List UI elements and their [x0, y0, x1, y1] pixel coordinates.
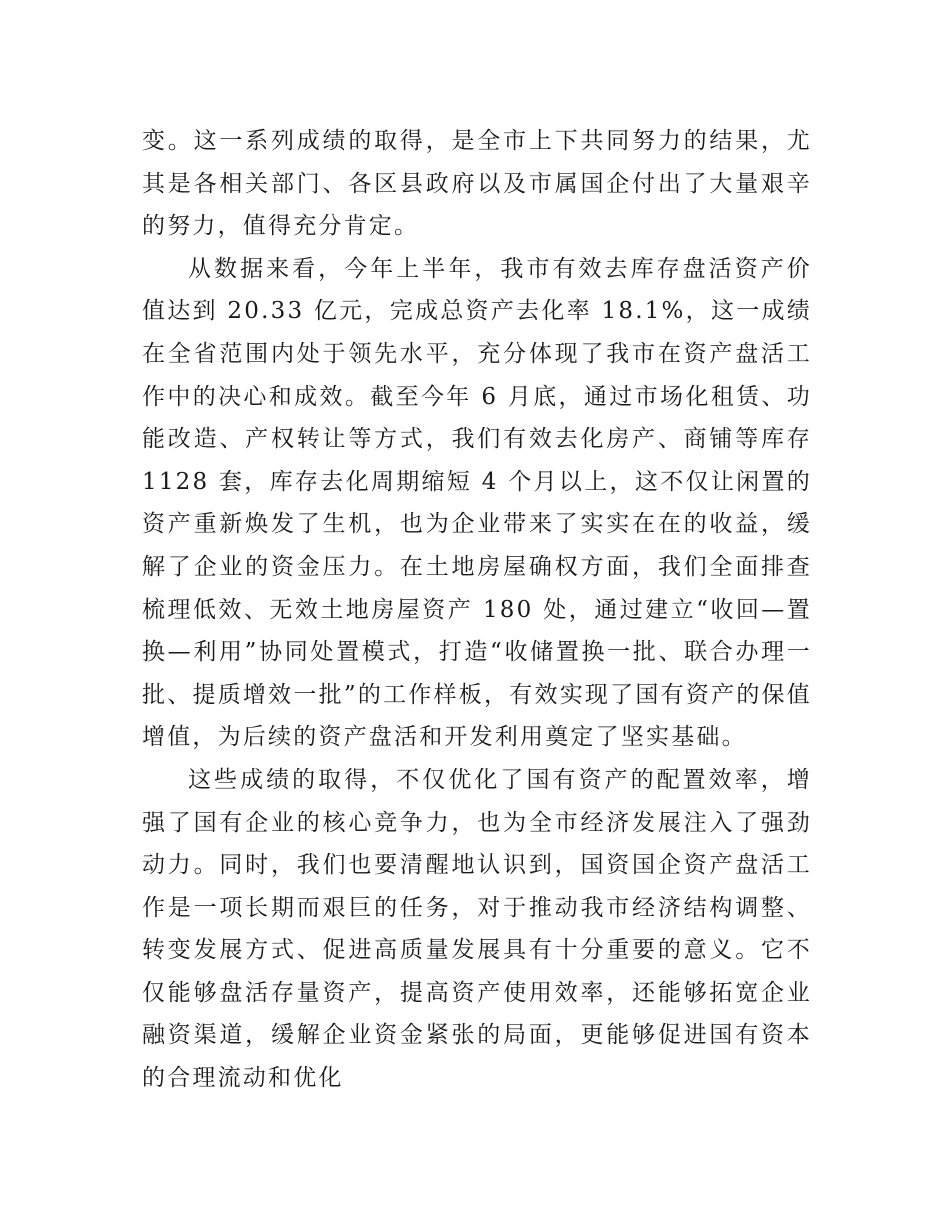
- paragraph-1: 变。这一系列成绩的取得，是全市上下共同努力的结果，尤其是各相关部门、各区县政府以及市属国企付出了大量艰辛的努力，值得充分肯定。: [142, 128, 812, 240]
- document-body: [142, 120, 812, 1100]
- paragraph-3: 这些成绩的取得，不仅优化了国有资产的配置效率，增强了国有企业的核心竞争力，也为全市经济发展注入了强劲动力。同时，我们也要清醒地认识到，国资国企资产盘活工作是一项长期而艰巨的任务，对于推动我市经济结构调整、转变发展方式、促进高质量发展具有十分重要的意义。它不仅能够盘活存量资产，提高资产使用效率，还能够拓宽企业融资渠道，缓解企业资金紧张的局面，更能够促进国有资本的合理流动和优化: [142, 766, 812, 1092]
- paragraph-2: 从数据来看，今年上半年，我市有效去库存盘活资产价值达到 20.33 亿元，完成总资产去化率 18.1%，这一成绩在全省范围内处于领先水平，充分体现了我市在资产盘活工作中的决心和成效。截至今年 6 月底，通过市场化租赁、功能改造、产权转让等方式，我们有效去化房产、商铺等库存 1128 套，库存去化周期缩短 4 个月以上，这不仅让闲置的资产重新焕发了生机，也为企业带来了实实在在的收益，缓解了企业的资金压力。在土地房屋确权方面，我们全面排查梳理低效、无效土地房屋资产 180 处，通过建立“收回—置换—利用”协同处置模式，打造“收储置换一批、联合办理一批、提质增效一批”的工作样板，有效实现了国有资产的保值增值，为后续的资产盘活和开发利用奠定了坚实基础。: [142, 255, 812, 751]
